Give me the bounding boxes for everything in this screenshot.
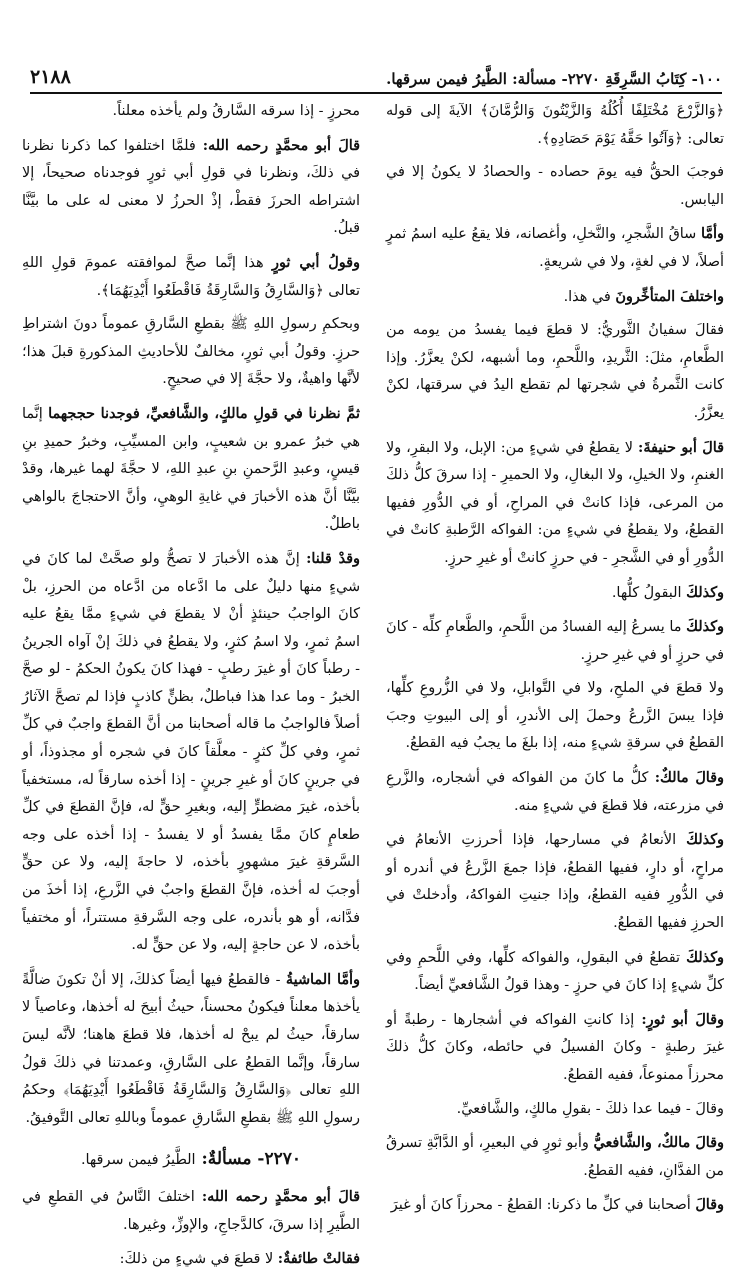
paragraph-text: لا يقطعُ في شيءٍ من: الإبل، ولا البقرِ، ولا الغنمِ، ولا الخيلِ، ولا البغالِ، ولا الحميرِ - إذا سرقَ كلُّ ذلكَ من المرعى، فإذا كانتْ في المراحِ، أو في الدُّورِ ففيها القطعُ، ولا يقطعُ في شيءٍ من: الفواكه الرَّطبةِ كانتْ في الدُّورِ أو في الشَّجرِ - في حرزٍ كانتْ أو غيرِ حرزٍ. (386, 439, 724, 566)
paragraph-text: لا قطعَ في شيءٍ من ذلكَ: (119, 1251, 274, 1268)
paragraph-lead: وقالَ مالكٌ: (654, 769, 724, 787)
paragraph (386, 579, 724, 608)
paragraph (22, 311, 360, 394)
paragraph (386, 159, 724, 214)
paragraph-text: أصحابنا في كلِّ ما ذكرنا: القطعُ - محرزاً كانَ أو غيرَ (390, 1197, 691, 1214)
paragraph-text: ما يسرعُ إليه الفسادُ من اللَّحمِ، والطَّعامِ كلِّه - كانَ في حرزٍ أو في غيرِ حرزٍ. (386, 619, 724, 663)
paragraph-lead: وكذلكَ (686, 618, 724, 636)
paragraph-text: هذا إنَّما صحَّ لموافقته عمومَ قولِ اللهِ تعالى ﴿وَالسَّارِقُ وَالسَّارِقَةُ فَاقْطَعُوا أَيْدِيَهُمَا﴾. (22, 254, 360, 299)
paragraph-lead: ثمَّ نظرنا في قولِ مالكٍ، والشَّافعيِّ، فوجدنا حججهما (48, 404, 361, 422)
page-header (30, 60, 722, 94)
paragraph (386, 98, 724, 153)
paragraph (22, 1245, 360, 1274)
paragraph-text: البقولُ كلُّها. (611, 584, 682, 601)
paragraph-lead: وأمَّا الماشيةُ (285, 970, 360, 988)
page-number: ٢١٨٨ (30, 66, 71, 88)
section-heading (22, 1146, 360, 1175)
paragraph (386, 1006, 724, 1090)
section-number-title: ٢٢٧٠- مسألةٌ: (201, 1149, 302, 1170)
paragraph (386, 434, 724, 573)
paragraph (22, 966, 360, 1133)
paragraph-lead: واختلفَ المتأخِّرونَ (615, 287, 724, 305)
paragraph (22, 132, 360, 243)
paragraph-lead: وقولُ أبي ثورٍ (272, 253, 360, 271)
paragraph-text: - فالقطعُ فيها أيضاً كذلكَ، إلا أنْ تكونَ ضالَّةً يأخذها معلناً فيكونُ محسناً، حيثُ أبيحَ له أخذها، وعاصياً لا سارقاً، حيثُ لم يبحْ له أخذها، فلا قطعَ هاهنا؛ لأنَّه ليسَ سارقاً، وإنَّما القطعُ على السَّارقِ، وعمدتنا في ذلكَ قولُ اللهِ تعالى ﴿وَالسَّارِقُ وَالسَّارِقَةُ فَاقْطَعُوا أَيْدِيَهُمَا﴾ وحكمُ رسولِ اللهِ ﷺ بقطعِ السَّارقِ عموماً وباللهِ تعالى التَّوفيقُ. (22, 971, 360, 1126)
paragraph-text: اختلفَ النَّاسُ في القطعِ في الطَّيرِ إذا سرقَ، كالدَّجاجِ، والإوزِّ، وغيرها. (22, 1188, 360, 1233)
paragraph (386, 675, 724, 758)
paragraph-text: وبحكمِ رسولِ اللهِ ﷺ بقطعِ السَّارقِ عموماً دونَ اشتراطِ حرزٍ. وقولُ أبي ثورٍ، مخالفٌ للأحاديثِ المذكورةِ قبلَ هذا؛ لأنَّها واهيةٌ، ولا حجَّةَ إلا في صحيحٍ. (22, 316, 360, 388)
paragraph-lead: وقالَ (695, 1196, 724, 1214)
paragraph-text: إنَّ هذه الأخبارَ لا تصحُّ ولو صحَّتْ لما كانَ في شيءٍ منها دليلٌ على ما ادَّعاه من ادَّعاه من الحرزِ، بلْ كانَ الواجبُ حينئذٍ أنْ لا يقطعَ في شيءٍ ممَّا يقعُ عليه اسمُ ثمرٍ، ولا اسمُ كثرٍ، ولا يقطعُ في ذلكَ إنْ آواه الجرينُ - رطباً كانَ أو غيرَ رطبٍ - فهذا كانَ يكونُ الحكمُ - لو صحَّ الخبرُ - وما عدا هذا فباطلٌ، بظنٍّ كاذبٍ فإذا لم تصحَّ الآثارُ أصلاً فالواجبُ ما قاله أصحابنا من أنَّ القطعَ واجبٌ في كلِّ ثمرٍ، وفي كلِّ كثرٍ - معلَّقاً كانَ في شجره أو مجذوذاً، أو في جرينٍ كانَ أو غيرِ جرينٍ - إذا أخذه سارقاً له، مستخفياً بأخذه، غيرَ مضطرٍّ إليه، وبغيرِ حقٍّ له، فإنَّ القطعَ في كلِّ طعامٍ كانَ ممَّا يفسدُ أو لا يفسدُ - إذا أخذه على وجه السَّرقةِ غيرَ مشهورٍ بأخذه، لا حاجةَ إليه، ولا عن حقٍّ أوجبَ له أخذه، فإنَّ القطعَ واجبٌ في الزَّرعِ، إذا أخذَ من فدَّانه، أو هو بأندره، على وجه السَّرقةِ مستتراً، أو مختفياً بأخذه، لا عن حاجةٍ إليه، ولا عن حقٍّ له. (22, 550, 360, 954)
paragraph (386, 220, 724, 276)
paragraph-lead: وقالَ مالكٌ، والشَّافعيُّ (593, 1134, 725, 1152)
paragraph (22, 98, 360, 126)
paragraph-text: وقالَ - فيما عدا ذلكَ - بقولِ مالكٍ، والشَّافعيِّ. (456, 1100, 724, 1117)
paragraph (386, 944, 724, 1000)
paragraph (386, 1191, 724, 1220)
paragraph-text: إنَّما هي خبرُ عمرو بن شعيبٍ، وابن المسيِّبِ، وخبرُ حميدِ بنِ قيسٍ، وعبدِ الرَّحمنِ بنِ عبدِ اللهِ، لا حجَّةَ لهما غيرها، وقدْ بيَّنَّا أنَّ هذه الأخبارَ في غايةِ الوهيِ، وأنَّ الاحتجاجَ بالواهي باطلٌ. (22, 405, 360, 533)
paragraph-lead: وكذلكَ (686, 583, 724, 601)
paragraph-text: محرزٍ - إذا سرقه السَّارقُ ولم يأخذه معلناً. (112, 103, 360, 119)
paragraph (22, 400, 360, 539)
paragraph-text: فقالَ سفيانُ الثَّوريُّ: لا قطعَ فيما يفسدُ من يومه من الطَّعامِ، مثلَ: الثَّريدِ، واللَّحمِ، وما أشبهه، لكنْ يعزَّرُ. وإذا كانت الثَّمرةُ في شجرتها لم تقطع اليدُ في سرقتها، لكنْ يعزَّرُ. (386, 322, 724, 421)
paragraph-lead: وكذلكَ (686, 948, 725, 966)
left-column (22, 98, 360, 1280)
paragraph-text: ساقُ الشَّجرِ، والنَّخلِ، وأغصانه، فلا يقعُ عليه اسمُ ثمرٍ أصلاً، لا في لغةٍ، ولا في شريعةٍ. (386, 226, 724, 270)
paragraph-lead: وقالَ أبو ثورٍ: (641, 1010, 725, 1028)
paragraph-lead: فقالتْ طائفةٌ: (277, 1250, 360, 1268)
paragraph-lead: قالَ أبو محمَّدٍ رحمه الله: (201, 1187, 361, 1205)
paragraph (22, 1183, 360, 1239)
left-column-after (22, 1183, 360, 1274)
paragraph-lead: قالَ أبو محمَّدٍ رحمه الله: (202, 136, 360, 154)
paragraph (386, 283, 724, 312)
paragraph-text: ﴿وَالزَّرْعَ مُخْتَلِفًا أُكُلُهُ وَالزَّيْتُونَ وَالرُّمَّانَ﴾ الآيةَ إلى قوله تعالى: ﴿وَآتُوا حَقَّهُ يَوْمَ حَصَادِهِ﴾. (386, 103, 724, 147)
paragraph (22, 545, 360, 960)
right-column (386, 98, 724, 1226)
paragraph-text: إذا كانتِ الفواكه في أشجارها - رطبةً أو غيرَ رطبةٍ - وكانَ الفسيلُ في حائطه، وكانَ كلُّ ذلكَ محرزاً ممنوعاً، ففيه القطعُ. (386, 1011, 724, 1083)
paragraph (386, 613, 724, 669)
paragraph-text: كلُّ ما كانَ من الفواكه في أشجاره، والزَّرعِ في مزرعته، فلا قطعَ في شيءٍ منه. (386, 770, 724, 814)
paragraph (22, 249, 360, 305)
paragraph (386, 764, 724, 820)
paragraph-text: وأبو ثورٍ في البعيرِ، أو الدَّابَّةِ تسرقُ من الفدَّانِ، ففيه القطعُ. (386, 1135, 724, 1179)
paragraph-text: ولا قطعَ في الملحِ، ولا في التَّوابلِ، ولا في الزُّروعِ كلِّها، فإذا يبسَ الزَّرعُ وحملَ إلى الأندرِ، أو إلى البيوتِ وجبَ القطعُ في سرقةِ شيءٍ منه، إذا بلغَ ما يجبُ فيه القطعُ. (386, 680, 724, 752)
paragraph-text: فوجبَ الحقُّ فيه يومَ حصاده - والحصادُ لا يكونُ إلا في اليابس. (386, 164, 724, 208)
paragraph-lead: وأمَّا (700, 225, 724, 243)
paragraph-lead: قالَ أبو حنيفةَ: (638, 438, 724, 456)
paragraph-lead: وكذلكَ (686, 831, 725, 849)
paragraph-text: تقطعُ في البقولِ، والفواكه كلِّها، وفي اللَّحمِ وفي كلِّ شيءٍ إذا كانَ في حرزٍ - وهذا قولُ الشَّافعيِّ أيضاً. (386, 949, 724, 994)
paragraph-text: فلمَّا اختلفوا كما ذكرنا نظرنا في ذلكَ، ونظرنا في قولِ أبي ثورٍ فوجدناه صحيحاً، إلا اشتراطه الحرزَ فقطْ، إذْ الحرزُ لا معنى له على ما بيَّنَّا قبلُ. (22, 137, 360, 237)
running-title: ١٠٠- كِتَابُ السَّرِقَةِ ٢٢٧٠- مسألة: الطَّيرُ فيمن سرقها. (386, 70, 722, 88)
paragraph-text: الأنعامُ في مسارحها، فإذا أحرزتِ الأنعامُ في مراحٍ، أو دارٍ، ففيها القطعُ، فإذا جمعَ الزَّرعُ في أندره أو في الدُّورِ ففيه القطعُ، وإذا جنيتِ الفواكهُ، وأدخلتْ في الحرزِ ففيها القطعُ. (386, 832, 724, 932)
paragraph-lead: وقدْ قلنا: (306, 549, 361, 567)
paragraph-text: في هذا. (563, 288, 611, 305)
paragraph (386, 1129, 724, 1185)
paragraph (386, 826, 724, 937)
paragraph (386, 317, 724, 427)
paragraph (386, 1096, 724, 1124)
left-column-body (22, 98, 360, 1132)
section-subtitle: الطَّيرُ فيمن سرقها. (80, 1152, 196, 1169)
